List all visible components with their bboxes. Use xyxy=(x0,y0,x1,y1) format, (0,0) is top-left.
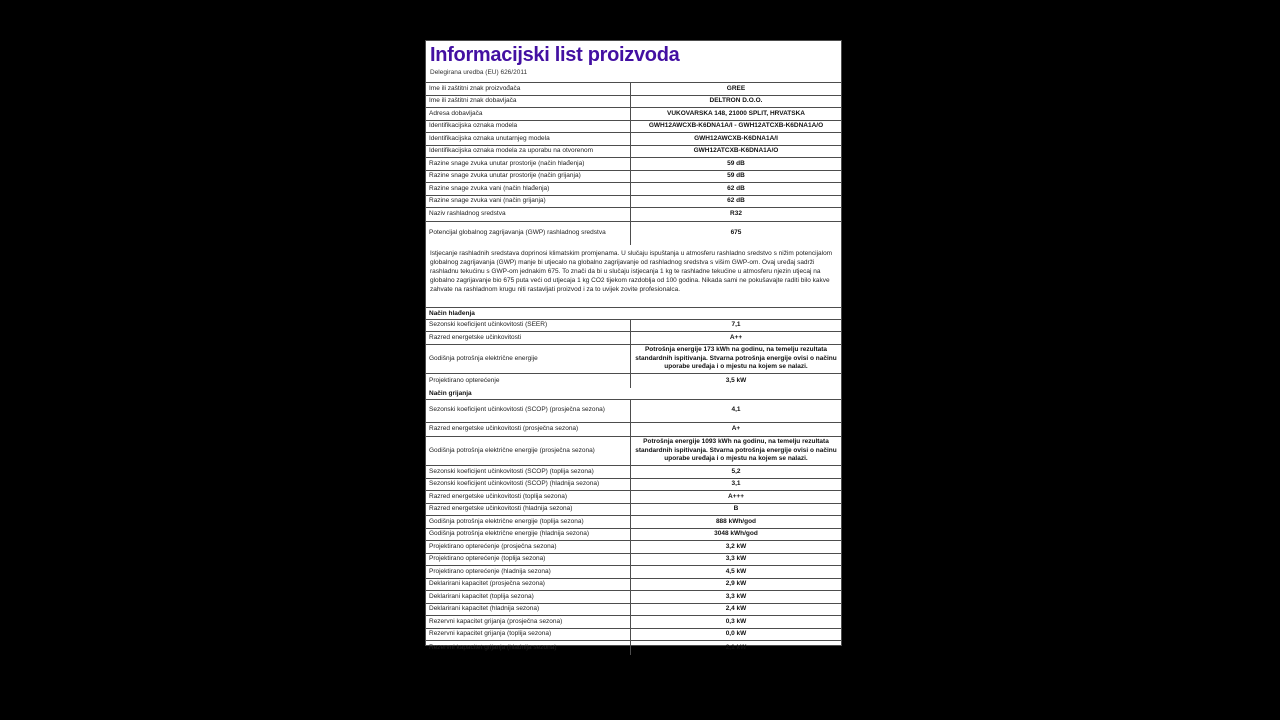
table-row xyxy=(426,400,841,423)
table-row xyxy=(426,108,841,121)
row-label: Razred energetske učinkovitosti xyxy=(426,332,631,344)
row-value: A++ xyxy=(729,333,743,341)
table-row xyxy=(426,479,841,492)
table-row xyxy=(426,146,841,159)
table-row xyxy=(426,208,841,222)
row-label: Potencijal globalnog zagrijavanja (GWP) rashladnog sredstva xyxy=(426,222,631,245)
row-value: 0,3 kW xyxy=(725,617,747,625)
row-label: Identifikacijska oznaka modela xyxy=(426,121,631,133)
cooling-mode-section xyxy=(426,308,841,388)
row-label: Projektirano opterećenje (toplija sezona) xyxy=(426,554,631,566)
row-label: Godišnja potrošnja električne energije (prosječna sezona) xyxy=(426,437,631,466)
table-row xyxy=(426,616,841,629)
row-label: Deklarirani kapacitet (toplija sezona) xyxy=(426,591,631,603)
table-row xyxy=(426,96,841,109)
table-row xyxy=(426,554,841,567)
row-label: Sezonski koeficijent učinkovitosti (SCOP) (prosječna sezona) xyxy=(426,400,631,422)
heating-mode-table xyxy=(426,400,841,656)
row-label: Identifikacijska oznaka modela za uporabu na otvorenom xyxy=(426,146,631,158)
row-label: Razine snage zvuka vani (način grijanja) xyxy=(426,196,631,208)
row-value: 3,2 kW xyxy=(725,542,747,550)
table-row xyxy=(426,222,841,245)
row-value: 4,1 xyxy=(731,406,741,414)
row-value: 2,4 kW xyxy=(725,605,747,612)
row-value: Potrošnja energije 1093 kWh na godinu, na temelju rezultata standardnih ispitivanja. Stvarna potrošnja energije ovisi o načinu uporabe uređaja i o mjestu na kojem se nalazi. xyxy=(635,438,837,462)
row-label: Godišnja potrošnja električne energije xyxy=(426,345,631,374)
row-value: R32 xyxy=(730,210,742,218)
row-label: Rezervni kapacitet grijanja (hladnija sezona) xyxy=(426,641,631,655)
row-label: Sezonski koeficijent učinkovitosti (SCOP) (toplija sezona) xyxy=(426,466,631,478)
row-value: Potrošnja energije 173 kWh na godinu, na temelju rezultata standardnih ispitivanja. Stvarna potrošnja energije ovisi o načinu uporabe uređaja i o mjestu na kojem se nalazi. xyxy=(635,346,837,370)
refrigerant-note-box xyxy=(426,245,841,308)
row-value: 675 xyxy=(730,229,742,237)
row-value: DELTRON D.O.O. xyxy=(709,97,763,104)
table-row xyxy=(426,423,841,437)
cooling-mode-table xyxy=(426,320,841,389)
row-value: 3,3 kW xyxy=(725,592,747,600)
table-row xyxy=(426,579,841,592)
row-value: 5,2 xyxy=(731,467,741,475)
row-value: 2,9 kW xyxy=(725,580,747,587)
table-row xyxy=(426,437,841,467)
row-value: 62 dB xyxy=(727,197,745,204)
row-value: B xyxy=(733,505,739,512)
row-label: Razine snage zvuka unutar prostorije (način hlađenja) xyxy=(426,158,631,170)
table-row xyxy=(426,320,841,333)
row-value: 3,3 kW xyxy=(725,555,747,562)
table-row xyxy=(426,541,841,554)
row-value: 2,1 kW xyxy=(725,643,747,651)
table-row xyxy=(426,158,841,171)
row-label: Ime ili zaštitni znak dobavljača xyxy=(426,96,631,108)
table-row xyxy=(426,196,841,209)
row-value: 3,1 xyxy=(731,480,741,487)
row-value: 4,5 kW xyxy=(725,567,747,575)
heating-mode-header: Način grijanja xyxy=(426,388,841,400)
table-row xyxy=(426,629,841,642)
row-value: 7,1 xyxy=(731,321,741,328)
row-label: Sezonski koeficijent učinkovitosti (SCOP) (hladnija sezona) xyxy=(426,479,631,491)
table-row xyxy=(426,604,841,617)
row-value: 59 dB xyxy=(727,159,745,167)
row-value: GWH12AWCXB-K6DNA1A/I - GWH12ATCXB-K6DNA1A/O xyxy=(648,122,824,129)
cooling-mode-header: Način hlađenja xyxy=(426,308,841,320)
row-value: VUKOVARSKA 148, 21000 SPLIT, HRVATSKA xyxy=(666,109,805,117)
table-row xyxy=(426,121,841,134)
table-row xyxy=(426,345,841,375)
refrigerant-note-text: Istjecanje rashladnih sredstava doprinosi klimatskim promjenama. U slučaju ispuštanja u atmosferu rashladno sredstvo s nižim potencijalom globalnog zagrijavanja (GWP) manje bi utjecalo na globalno zagrijavanje od rashladnog sredstva s višim GWP-om. Ovaj uređaj sadrži rashladnu tekućinu s GWP-om jednakim 675. To znači da bi u slučaju istjecanja 1 kg te rashladne tekućine u atmosferu njezin utjecaj na globalno zagrijavanje bio 675 puta veći od utjecaja 1 kg CO2 tijekom razdoblja od 100 godina. Nikada sami ne pokušavajte raditi bilo kakve zahvate na rashladnom krugu niti rastavljati proizvod i za to uvijek zovite profesionalca. xyxy=(430,250,833,293)
row-value: A+++ xyxy=(727,492,745,500)
table-row xyxy=(426,529,841,542)
table-row xyxy=(426,133,841,146)
row-label: Godišnja potrošnja električne energije (hladnija sezona) xyxy=(426,529,631,541)
table-row xyxy=(426,183,841,196)
product-identification-table xyxy=(426,83,841,245)
row-value: 3048 kWh/god xyxy=(714,530,758,537)
table-row xyxy=(426,491,841,504)
row-label: Naziv rashladnog sredstva xyxy=(426,208,631,221)
row-label: Razred energetske učinkovitosti (hladnija sezona) xyxy=(426,504,631,516)
table-row xyxy=(426,83,841,96)
row-label: Rezervni kapacitet grijanja (toplija sezona) xyxy=(426,629,631,641)
row-value: 0,0 kW xyxy=(725,630,747,637)
row-label: Identifikacijska oznaka unutarnjeg modela xyxy=(426,133,631,145)
page-title: Informacijski list proizvoda xyxy=(430,44,680,66)
row-value: 62 dB xyxy=(727,184,745,192)
row-label: Razred energetske učinkovitosti (prosječna sezona) xyxy=(426,423,631,436)
row-label: Razred energetske učinkovitosti (toplija sezona) xyxy=(426,491,631,503)
regulation-subtitle: Delegirana uredba (EU) 626/2011 xyxy=(430,69,528,76)
row-label: Deklarirani kapacitet (prosječna sezona) xyxy=(426,579,631,591)
table-row xyxy=(426,516,841,529)
heating-mode-section xyxy=(426,388,841,655)
row-label: Sezonski koeficijent učinkovitosti (SEER) xyxy=(426,320,631,332)
row-value: GWH12ATCXB-K6DNA1A/O xyxy=(693,147,779,154)
table-row xyxy=(426,332,841,345)
row-label: Rezervni kapacitet grijanja (prosječna sezona) xyxy=(426,616,631,628)
row-label: Projektirano opterećenje (prosječna sezona) xyxy=(426,541,631,553)
row-label: Ime ili zaštitni znak proizvođača xyxy=(426,83,631,95)
table-row xyxy=(426,566,841,579)
table-row xyxy=(426,374,841,388)
row-label: Projektirano opterećenje xyxy=(426,374,631,388)
table-row xyxy=(426,171,841,184)
row-value: GREE xyxy=(726,84,746,92)
row-label: Projektirano opterećenje (hladnija sezona) xyxy=(426,566,631,578)
table-row xyxy=(426,591,841,604)
row-label: Razine snage zvuka vani (način hlađenja) xyxy=(426,183,631,195)
row-label: Adresa dobavljača xyxy=(426,108,631,120)
row-value: GWH12AWCXB-K6DNA1A/I xyxy=(694,134,778,142)
table-row xyxy=(426,466,841,479)
row-label: Godišnja potrošnja električne energije (toplija sezona) xyxy=(426,516,631,528)
table-row xyxy=(426,504,841,517)
product-information-sheet xyxy=(425,40,842,651)
row-value: 59 dB xyxy=(727,172,745,179)
table-row xyxy=(426,641,841,655)
row-label: Razine snage zvuka unutar prostorije (način grijanja) xyxy=(426,171,631,183)
row-value: 3,5 kW xyxy=(725,376,747,384)
row-value: 888 kWh/god xyxy=(715,517,757,525)
title-block xyxy=(426,41,841,83)
row-value: A+ xyxy=(731,424,741,432)
row-label: Deklarirani kapacitet (hladnija sezona) xyxy=(426,604,631,616)
